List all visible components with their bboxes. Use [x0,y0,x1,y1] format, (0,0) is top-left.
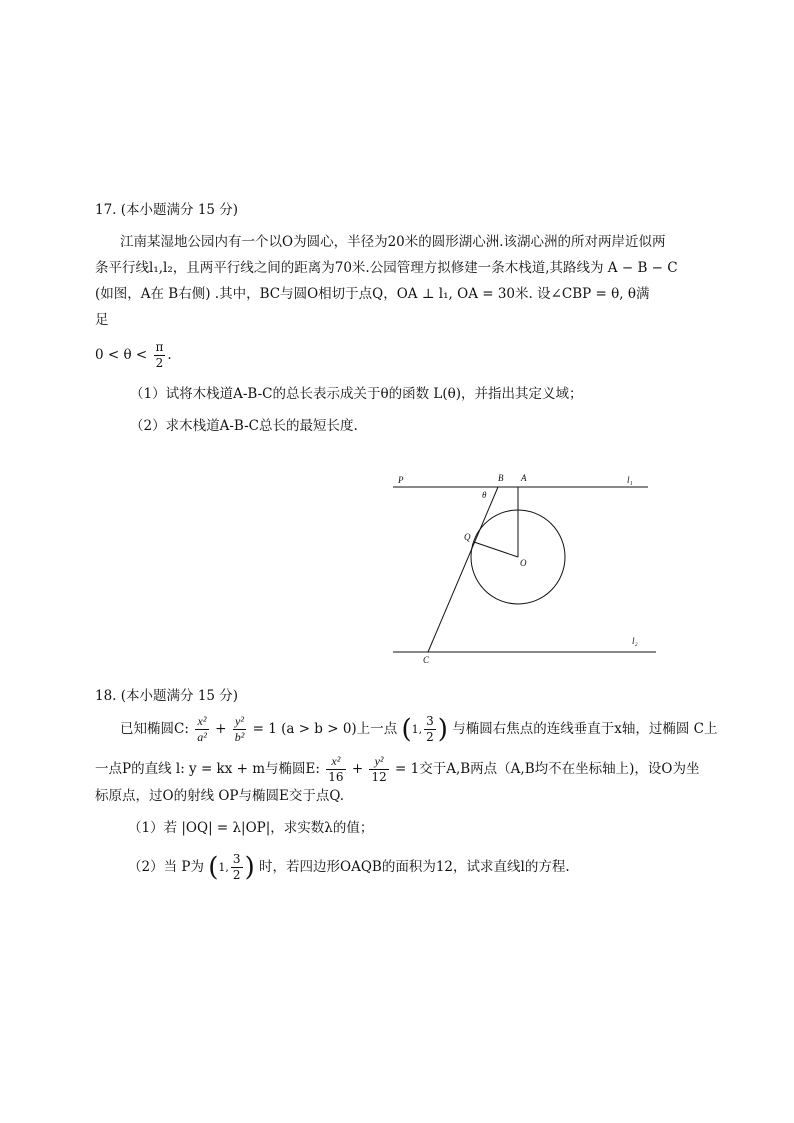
q18-l1-c: 与椭圆右焦点的连线垂直于x轴，过椭圆 C上 [452,721,718,737]
fraction-x2-16-num: x² [326,754,345,770]
q18-text-line1 [120,712,717,747]
label-P: P [398,475,404,485]
q18-text-line2 [95,752,699,786]
q18-sub1: （1）若 |OQ| = λ|OP|，求实数λ的值； [128,820,374,836]
condition-fraction-den: 2 [155,356,164,370]
label-l1: l₁ [627,475,633,485]
q17-text-line2: 条平行线l₁,l₂，且两平行线之间的距离为70米.公园管理方拟修建一条木栈道,其路线为 A − B − C [95,260,678,276]
label-C: C [423,655,430,665]
fraction-3-2-b-den: 2 [232,868,241,882]
label-A: A [521,473,527,483]
label-l2: l₂ [632,636,638,646]
q18-l2-a: 一点P的直线 l: y = kx + m与椭圆E: [95,761,320,777]
fraction-y2-b2-den: b² [234,730,245,744]
paren-close: ) [437,714,448,745]
condition-left: 0 < θ < [95,347,148,363]
q18-text-line3: 标原点，过O的射线 OP与椭圆E交于点Q. [95,788,345,804]
q17-text-line4: 足 [95,312,109,328]
fraction-y2-12-den: 12 [371,770,387,784]
q18-sub2 [128,850,570,885]
point-x-2: 1, [218,861,229,874]
q18-sub2-b: 时，若四边形OAQB的面积为12，试求直线l的方程. [259,859,570,875]
q18-l2-b: = 1交于A,B两点（A,B均不在坐标轴上)，设O为坐 [395,761,700,777]
q17-sub1: （1）试将木栈道A-B-C的总长表示成关于θ的函数 L(θ)，并指出其定义域； [130,386,583,402]
fraction-3-2-den: 2 [426,730,434,744]
q17-header: 17. (本小题满分 15 分) [95,202,239,218]
paren-close-2: ) [244,852,255,883]
condition-fraction-num: π [155,340,164,354]
q18-l1-a: 已知椭圆C: [120,721,189,737]
label-Q: Q [464,532,471,542]
label-theta: θ [482,490,487,500]
q18-l1-b: = 1 (a > b > 0)上一点 [252,721,398,737]
fraction-3-2-b [231,852,243,883]
fraction-x2-a2-num: x² [195,714,209,730]
point-x: 1, [411,723,423,736]
fraction-3-2-num: 3 [426,714,434,728]
label-B: B [498,473,504,483]
fraction-y2-b2 [233,714,247,745]
q18-header: 18. (本小题满分 15 分) [95,688,239,704]
fraction-x2-16-den: 16 [328,770,344,784]
paren-open-2: ( [208,852,219,883]
fraction-x2-a2-den: a² [197,730,207,744]
fraction-x2-16 [326,754,345,785]
fraction-y2-b2-num: y² [233,714,247,730]
segment-BC [428,487,498,652]
paren-open: ( [401,714,412,745]
fraction-x2-a2 [195,714,209,745]
segment-OQ [474,542,518,557]
q18-sub2-a: （2）当 P为 [128,859,204,875]
q17-sub2: （2）求木栈道A-B-C总长的最短长度. [130,418,358,434]
fraction-3-2-b-num: 3 [232,852,241,866]
fraction-y2-12 [369,754,388,785]
q17-text-line1: 江南某湿地公园内有一个以O为圆心，半径为20米的圆形湖心洲.该湖心洲的所对两岸近似两 [120,234,666,250]
q17-text-line3: (如图，A在 B右侧) .其中，BC与圆O相切于点Q，OA ⊥ l₁, OA = 30米. 设∠CBP = θ, θ满 [95,286,650,302]
fraction-3-2 [424,714,436,745]
condition-end: . [167,347,172,363]
label-O: O [520,558,527,568]
q18-l1-plus: + [215,721,227,737]
fraction-y2-12-num: y² [369,754,388,770]
q18-l2-plus: + [351,761,364,777]
